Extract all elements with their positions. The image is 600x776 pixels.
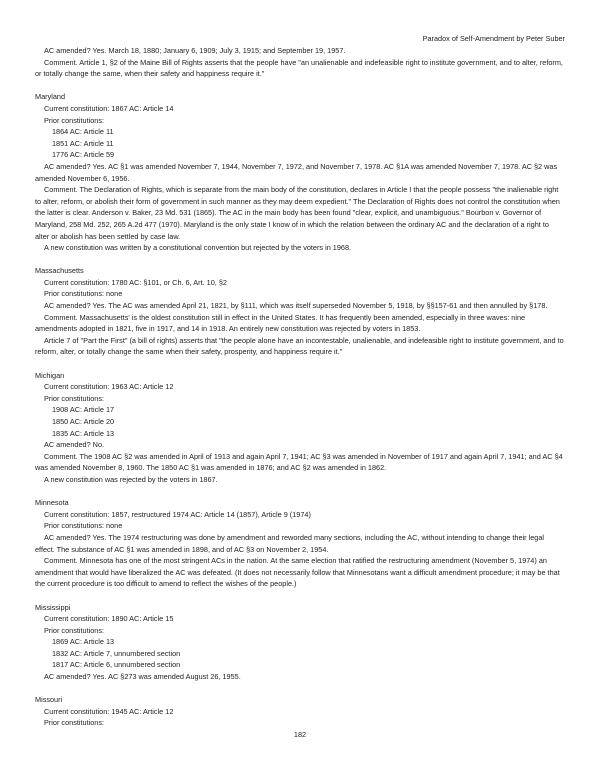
paragraph: Article 7 of "Part the First" (a bill of rights) asserts that "the people alone have an incontestable, unalienable, and indefeasible right to institute government, and to reform, alter, or totally change the same when their safety, prosperity, and happiness require it." — [35, 335, 564, 357]
prior-constitution-item: 1835 AC: Article 13 — [52, 428, 115, 438]
prior-constitution-item: 1864 AC: Article 11 — [52, 127, 114, 137]
current-constitution: Current constitution: 1780 AC: §101, or Ch. 6, Art. 10, §2 — [44, 277, 227, 287]
prior-constitution-item: 1851 AC: Article 11 — [52, 138, 114, 148]
state-heading: Maryland — [35, 92, 66, 102]
prior-constitutions-label: Prior constitutions: none — [44, 289, 123, 299]
current-constitution: Current constitution: 1963 AC: Article 12 — [44, 382, 174, 392]
paragraph: AC amended? No. — [44, 440, 105, 450]
paragraph: Comment. The Declaration of Rights, which is separate from the main body of the constitution, declares in Article I that the people possess "the inalienable right to alter, reform, or abolish their form of government in such manner as they may deem expedient." The Declaration of Rights does not control the constitution when the latter is clear. Anderson v. Baker, 23 Md. 531 (1865). The AC in the main body has been found "clear, explicit, and unambiguous." Bourbon v. Governor of Maryland, 258 Md. 252, 265 A.2d 477 (1970). Maryland is the only state I know of in which the relation between the ordinary AC and the declaration of a right to alter or abolish has been settled by case law. — [35, 185, 560, 241]
state-heading: Massachusetts — [35, 266, 84, 276]
page-body — [35, 45, 565, 729]
state-section — [35, 91, 565, 253]
paragraph: AC amended? Yes. The AC was amended April 21, 1821, by §111, which was itself superseded November 5, 1918, by §§157-61 and then annulled by §178. — [44, 301, 548, 311]
paragraph: A new constitution was rejected by the voters in 1867. — [44, 474, 218, 484]
state-section — [35, 602, 565, 683]
paragraph: Comment. Article 1, §2 of the Maine Bill of Rights asserts that the people have "an unalienable and indefeasible right to institute government, and to alter, reform, or totally change the same, when their safety and happiness require it." — [35, 57, 563, 79]
prior-constitution-item: 1832 AC: Article 7, unnumbered section — [52, 648, 181, 658]
paragraph: Comment. Minnesota has one of the most stringent ACs in the nation. At the same election that ratified the restructuring amendment (November 5, 1974) an amendment that would have liberalized the AC was defeated. (It does not necessarily follow that Minnesotans want a difficult amendment procedure; it may be that the current procedure is too difficult to amend to reflect the wishes of the people.) — [35, 556, 560, 589]
current-constitution: Current constitution: 1867 AC: Article 14 — [44, 103, 174, 113]
paragraph: AC amended? Yes. AC §273 was amended August 26, 1955. — [44, 672, 241, 682]
paragraph: Comment. The 1908 AC §2 was amended in April of 1913 and again April 7, 1941; AC §3 was amended in November of 1917 and again April 7, 1941; and AC §4 was amended November 8, 1960. The 1850 AC §1 was amended in 1876; and AC §2 was amended in 1862. — [35, 451, 563, 473]
prior-constitution-item: 1776 AC: Article 59 — [52, 150, 115, 160]
state-heading: Missouri — [35, 695, 63, 705]
paragraph: Comment. Massachusetts' is the oldest constitution still in effect in the United States. It has frequently been amended, especially in three waves: nine amendments adopted in 1821, five in 1917, and 14 in 1918. An entirely new constitution was rejected by voters in 1853. — [35, 312, 526, 334]
paragraph: AC amended? Yes. The 1974 restructuring was done by amendment and reworded many sections, including the AC, without intending to change their legal effect. The substance of AC §1 was amended in 1898, and of AC §3 on November 2, 1954. — [35, 532, 545, 554]
state-sections — [35, 91, 565, 729]
state-section — [35, 370, 565, 486]
prior-constitutions-label: Prior constitutions: — [44, 115, 105, 125]
current-constitution: Current constitution: 1945 AC: Article 12 — [44, 706, 174, 716]
prior-constitution-item: 1850 AC: Article 20 — [52, 417, 115, 426]
running-header: Paradox of Self-Amendment by Peter Suber — [422, 34, 565, 43]
state-section — [35, 497, 565, 590]
paragraph: A new constitution was written by a constitutional convention but rejected by the voters in 1968. — [44, 243, 352, 253]
current-constitution: Current constitution: 1857, restructured 1974 AC: Article 14 (1857), Article 9 (1974) — [44, 509, 311, 519]
state-heading: Michigan — [35, 370, 65, 380]
prior-constitutions-label: Prior constitutions: — [44, 718, 105, 728]
state-section — [35, 265, 565, 358]
prior-constitution-item: 1908 AC: Article 17 — [52, 405, 115, 415]
prior-constitution-item: 1869 AC: Article 13 — [52, 637, 115, 647]
intro-block — [35, 45, 565, 80]
state-section — [35, 694, 565, 729]
page-number: 182 — [293, 730, 307, 739]
current-constitution: Current constitution: 1890 AC: Article 15 — [44, 614, 174, 624]
state-heading: Mississippi — [35, 602, 71, 612]
paragraph: AC amended? Yes. March 18, 1880; January 6, 1909; July 3, 1915; and September 19, 1957. — [44, 46, 346, 55]
paragraph: AC amended? Yes. AC §1 was amended November 7, 1944, November 7, 1972, and November 7, 1978. AC §1A was amended November 7, 1978. AC §2 was amended November 6, 1956. — [35, 161, 558, 183]
state-heading: Minnesota — [35, 498, 69, 508]
prior-constitutions-label: Prior constitutions: none — [44, 521, 123, 531]
prior-constitutions-label: Prior constitutions: — [44, 625, 105, 635]
prior-constitution-item: 1817 AC: Article 6, unnumbered section — [52, 660, 181, 670]
prior-constitutions-label: Prior constitutions: — [44, 393, 105, 403]
